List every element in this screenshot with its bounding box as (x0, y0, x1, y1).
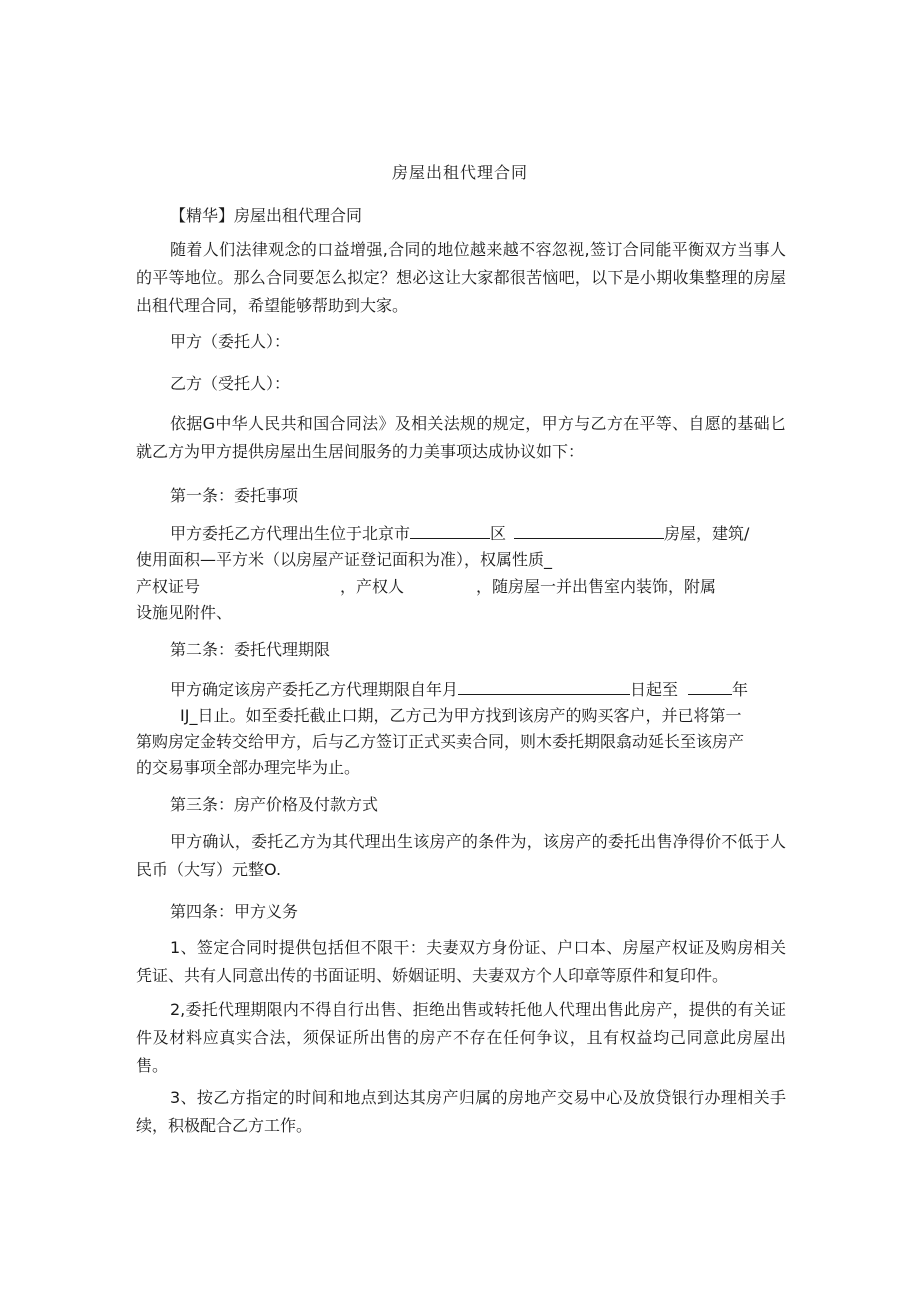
article-1-text-a: 甲方委托乙方代理出生位于北京市 (170, 524, 411, 543)
article-2-line-2: IJ_日止。如至委托截止口期，乙方己为甲方找到该房产的购买客户，并已将第一 (180, 706, 742, 725)
article-2-line-3: 第购房定金转交给甲方，后与乙方签订正式买卖合同，则木委托期限翕动延长至该房产 (136, 732, 745, 751)
article-1-line-1 (170, 520, 749, 548)
article-2-text-d: 年 (732, 680, 749, 699)
end-year-blank (688, 678, 732, 695)
article-1-line-4: 设施见附件、 (136, 603, 233, 622)
article-1-text-b: 区 (490, 524, 507, 543)
article-1-line-2: 使用面积—平方米（以房屋产证登记面积为准），权属性质_ (136, 550, 553, 569)
article-2-text-a: 甲方确定该房产委托乙方代理期限自 (170, 680, 427, 699)
article-2-line-4: 的交易事项全部办理完毕为止。 (136, 758, 361, 777)
article-4-title: 第四条：甲方义务 (170, 902, 299, 921)
district-blank (410, 522, 490, 539)
article-1-owner-label: ，产权人 (340, 577, 405, 596)
party-a-line: 甲方（委托人）： (170, 332, 291, 351)
article-3-paragraph: 甲方确认，委托乙方为其代理出生该房产的条件为，该房产的委托出售净得价不低于人民币（大写）元整O. (136, 832, 786, 879)
article-2-text-c: 日起至 (630, 680, 679, 699)
start-date-blank (458, 678, 630, 695)
address-blank (514, 522, 664, 539)
party-b-line: 乙方（受托人）： (170, 374, 291, 393)
article-1-cert-label: 产权证号 (136, 577, 201, 596)
article-1-title: 第一条：委托事项 (170, 486, 299, 505)
document-title: 房屋出租代理合同 (391, 163, 528, 182)
intro-paragraph: 随着人们法律观念的口益增强,合同的地位越来越不容忽视,签订合同能平衡双方当事人的平等地位。那么合同要怎么拟定？想必这让大家都很苦恼吧，以下是小期收集整理的房屋出租代理合同，希望能够帮助到大家。 (136, 240, 786, 315)
article-4-item-3: 3、按乙方指定的时间和地点到达其房产归属的房地产交易中心及放贷银行办理相关手续，积极配合乙方工作。 (136, 1088, 786, 1135)
article-1-line-3 (136, 573, 716, 601)
article-2-line-1 (170, 676, 748, 704)
article-4-item-2: 2,委托代理期限内不得自行出售、拒绝出售或转托他人代理出售此房产，提供的有关证件及材料应真实合法，须保证所出售的房产不存在任何争议，且有权益均己同意此房屋出售。 (136, 1000, 786, 1075)
article-2-title: 第二条：委托代理期限 (170, 640, 331, 659)
article-3-title: 第三条：房产价格及付款方式 (170, 795, 379, 814)
subtitle: 【精华】房屋出租代理合同 (170, 206, 363, 225)
article-4-item-1: 1、签定合同时提供包括但不限干：夫妻双方身份证、户口本、房屋产权证及购房相关凭证、共有人同意出传的书面证明、娇姻证明、夫妻双方个人印章等原件和复印件。 (136, 938, 786, 985)
article-2-text-b: 年月 (426, 680, 459, 699)
article-1-text-d: ，随房屋一并出售室内装饰，附属 (476, 577, 717, 596)
article-1-text-c: 房屋，建筑/ (664, 524, 750, 543)
basis-paragraph: 依据G中华人民共和国合同法》及相关法规的规定，甲方与乙方在平等、自愿的基础匕就乙方为甲方提供房屋出生居间服务的力美事项达成协议如下： (136, 414, 786, 461)
